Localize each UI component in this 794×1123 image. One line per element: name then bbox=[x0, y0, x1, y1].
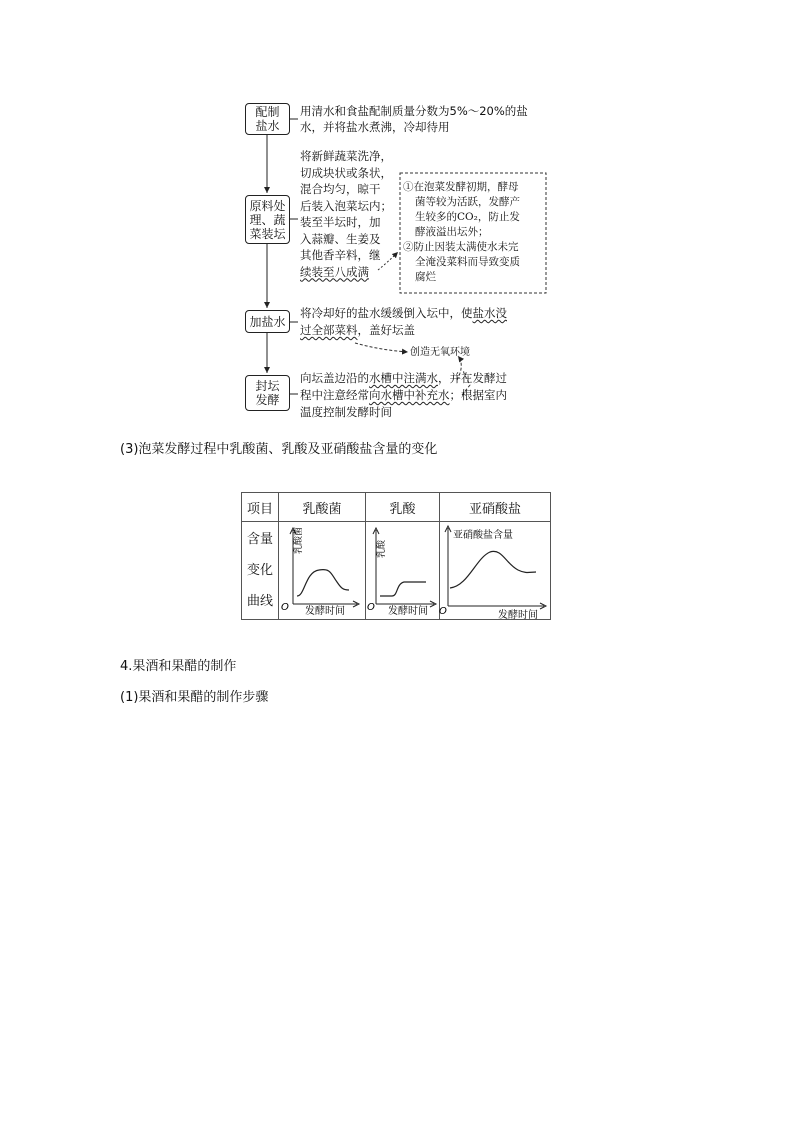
step-desc-prepare-brine bbox=[300, 104, 528, 135]
desc-line: 用清水和食盐配制质量分数为5%～20%的盐 bbox=[300, 104, 528, 118]
step-label: 封坛 bbox=[255, 379, 280, 393]
note-line: 菌等较为活跃，发酵产 bbox=[415, 196, 520, 208]
lactic-acid-curve-chart bbox=[366, 522, 439, 615]
origin-label: O bbox=[281, 602, 289, 613]
step-label: 加盐水 bbox=[249, 314, 286, 329]
note-line: 酵液溢出坛外； bbox=[415, 226, 489, 238]
section-3-title: (3)泡菜发酵过程中乳酸菌、乳酸及亚硝酸盐含量的变化 bbox=[120, 442, 438, 457]
step-label: 理、蔬 bbox=[249, 212, 286, 227]
desc-text: 程中注意经常 bbox=[300, 388, 369, 402]
step-box-seal-ferment bbox=[245, 375, 290, 411]
nitrite-chart-cell bbox=[440, 522, 551, 620]
step-label: 盐水 bbox=[255, 119, 280, 133]
step-desc-process-ingredients bbox=[300, 148, 392, 280]
desc-line: 将新鲜蔬菜洗净， bbox=[300, 149, 392, 163]
note-line: 腐烂 bbox=[415, 271, 436, 283]
row-label-cell bbox=[242, 522, 279, 620]
desc-emphasis: 过全部菜料 bbox=[300, 323, 358, 337]
desc-emphasis: 盐水没 bbox=[472, 306, 507, 320]
lactobacillus-chart-cell bbox=[279, 522, 366, 620]
desc-line: 入蒜瓣、生姜及 bbox=[300, 231, 381, 246]
row-label: 含量 bbox=[246, 532, 273, 547]
origin-label: O bbox=[439, 606, 447, 617]
desc-text: 温度控制发酵时间 bbox=[300, 405, 392, 419]
y-axis-label: 乳酸菌 bbox=[294, 526, 304, 554]
step-box-prepare-brine bbox=[245, 103, 290, 135]
step-label: 原料处 bbox=[249, 198, 286, 213]
table-header-row bbox=[242, 493, 551, 522]
desc-line: 水，并将盐水煮沸，冷却待用 bbox=[300, 119, 450, 134]
lactic-acid-chart-cell bbox=[366, 522, 440, 620]
step-box-add-brine bbox=[245, 310, 290, 333]
desc-text: ，并在发酵过 bbox=[438, 371, 507, 385]
lactic-acid-curve bbox=[380, 582, 426, 596]
x-axis-label: 发酵时间 bbox=[305, 606, 345, 617]
desc-line: 后装入泡菜坛内； bbox=[300, 198, 392, 213]
table-header-cell: 项目 bbox=[242, 493, 279, 522]
x-axis-label: 发酵时间 bbox=[498, 610, 538, 621]
note-line: 全淹没菜料而导致变质 bbox=[415, 256, 520, 268]
table-header-cell: 乳酸菌 bbox=[279, 493, 366, 522]
content-change-table bbox=[241, 492, 551, 620]
desc-emphasis: 水槽中注满水 bbox=[369, 371, 438, 385]
desc-text: 将冷却好的盐水缓缓倒入坛中，使 bbox=[300, 306, 473, 320]
anaerobic-text: 创造无氧环境 bbox=[410, 347, 470, 358]
desc-line: 切成块状或条状， bbox=[300, 165, 392, 180]
desc-emphasis: 向水槽中补充水 bbox=[369, 388, 450, 402]
nitrite-curve bbox=[450, 551, 536, 588]
lactobacillus-curve-chart bbox=[279, 522, 365, 615]
desc-line: 其他香辛料，继 bbox=[300, 248, 381, 262]
anaerobic-note bbox=[410, 345, 470, 360]
desc-line: 装至半坛时，加 bbox=[300, 215, 381, 229]
table-header-cell: 亚硝酸盐 bbox=[440, 493, 551, 522]
step-desc-add-brine bbox=[300, 305, 507, 339]
lactobacillus-curve bbox=[297, 570, 349, 596]
y-axis-label: 乳酸 bbox=[377, 539, 387, 558]
note-line: ②防止因装太满使水未完 bbox=[403, 241, 519, 253]
note-line: 生较多的CO₂，防止发 bbox=[415, 211, 520, 223]
step-label: 发酵 bbox=[255, 393, 280, 407]
y-axis-label: 亚硝酸盐含量 bbox=[453, 530, 513, 541]
table-header-cell: 乳酸 bbox=[366, 493, 440, 522]
step-label: 配制 bbox=[255, 105, 280, 119]
desc-text: ；根据室内 bbox=[449, 388, 507, 402]
note-line: ①在泡菜发酵初期，酵母 bbox=[403, 181, 519, 193]
x-axis-label: 发酵时间 bbox=[388, 606, 428, 617]
desc-line: 混合均匀，晾干 bbox=[300, 182, 381, 196]
row-label: 曲线 bbox=[246, 594, 273, 609]
section-4-subtitle: (1)果酒和果醋的制作步骤 bbox=[120, 690, 269, 705]
table-row bbox=[242, 522, 551, 620]
origin-label: O bbox=[367, 602, 375, 613]
step-label: 菜装坛 bbox=[249, 226, 286, 241]
step-box-process-ingredients bbox=[245, 195, 290, 244]
section-4-title: 4.果酒和果醋的制作 bbox=[120, 659, 237, 674]
row-label: 变化 bbox=[246, 563, 273, 578]
desc-line-emphasis: 续装至八成满 bbox=[300, 264, 369, 279]
note-box-text bbox=[403, 180, 520, 285]
desc-text: 向坛盖边沿的 bbox=[300, 371, 369, 385]
nitrite-curve-chart bbox=[439, 522, 550, 621]
step-desc-seal-ferment bbox=[300, 370, 507, 421]
desc-text: ，盖好坛盖 bbox=[357, 323, 415, 337]
